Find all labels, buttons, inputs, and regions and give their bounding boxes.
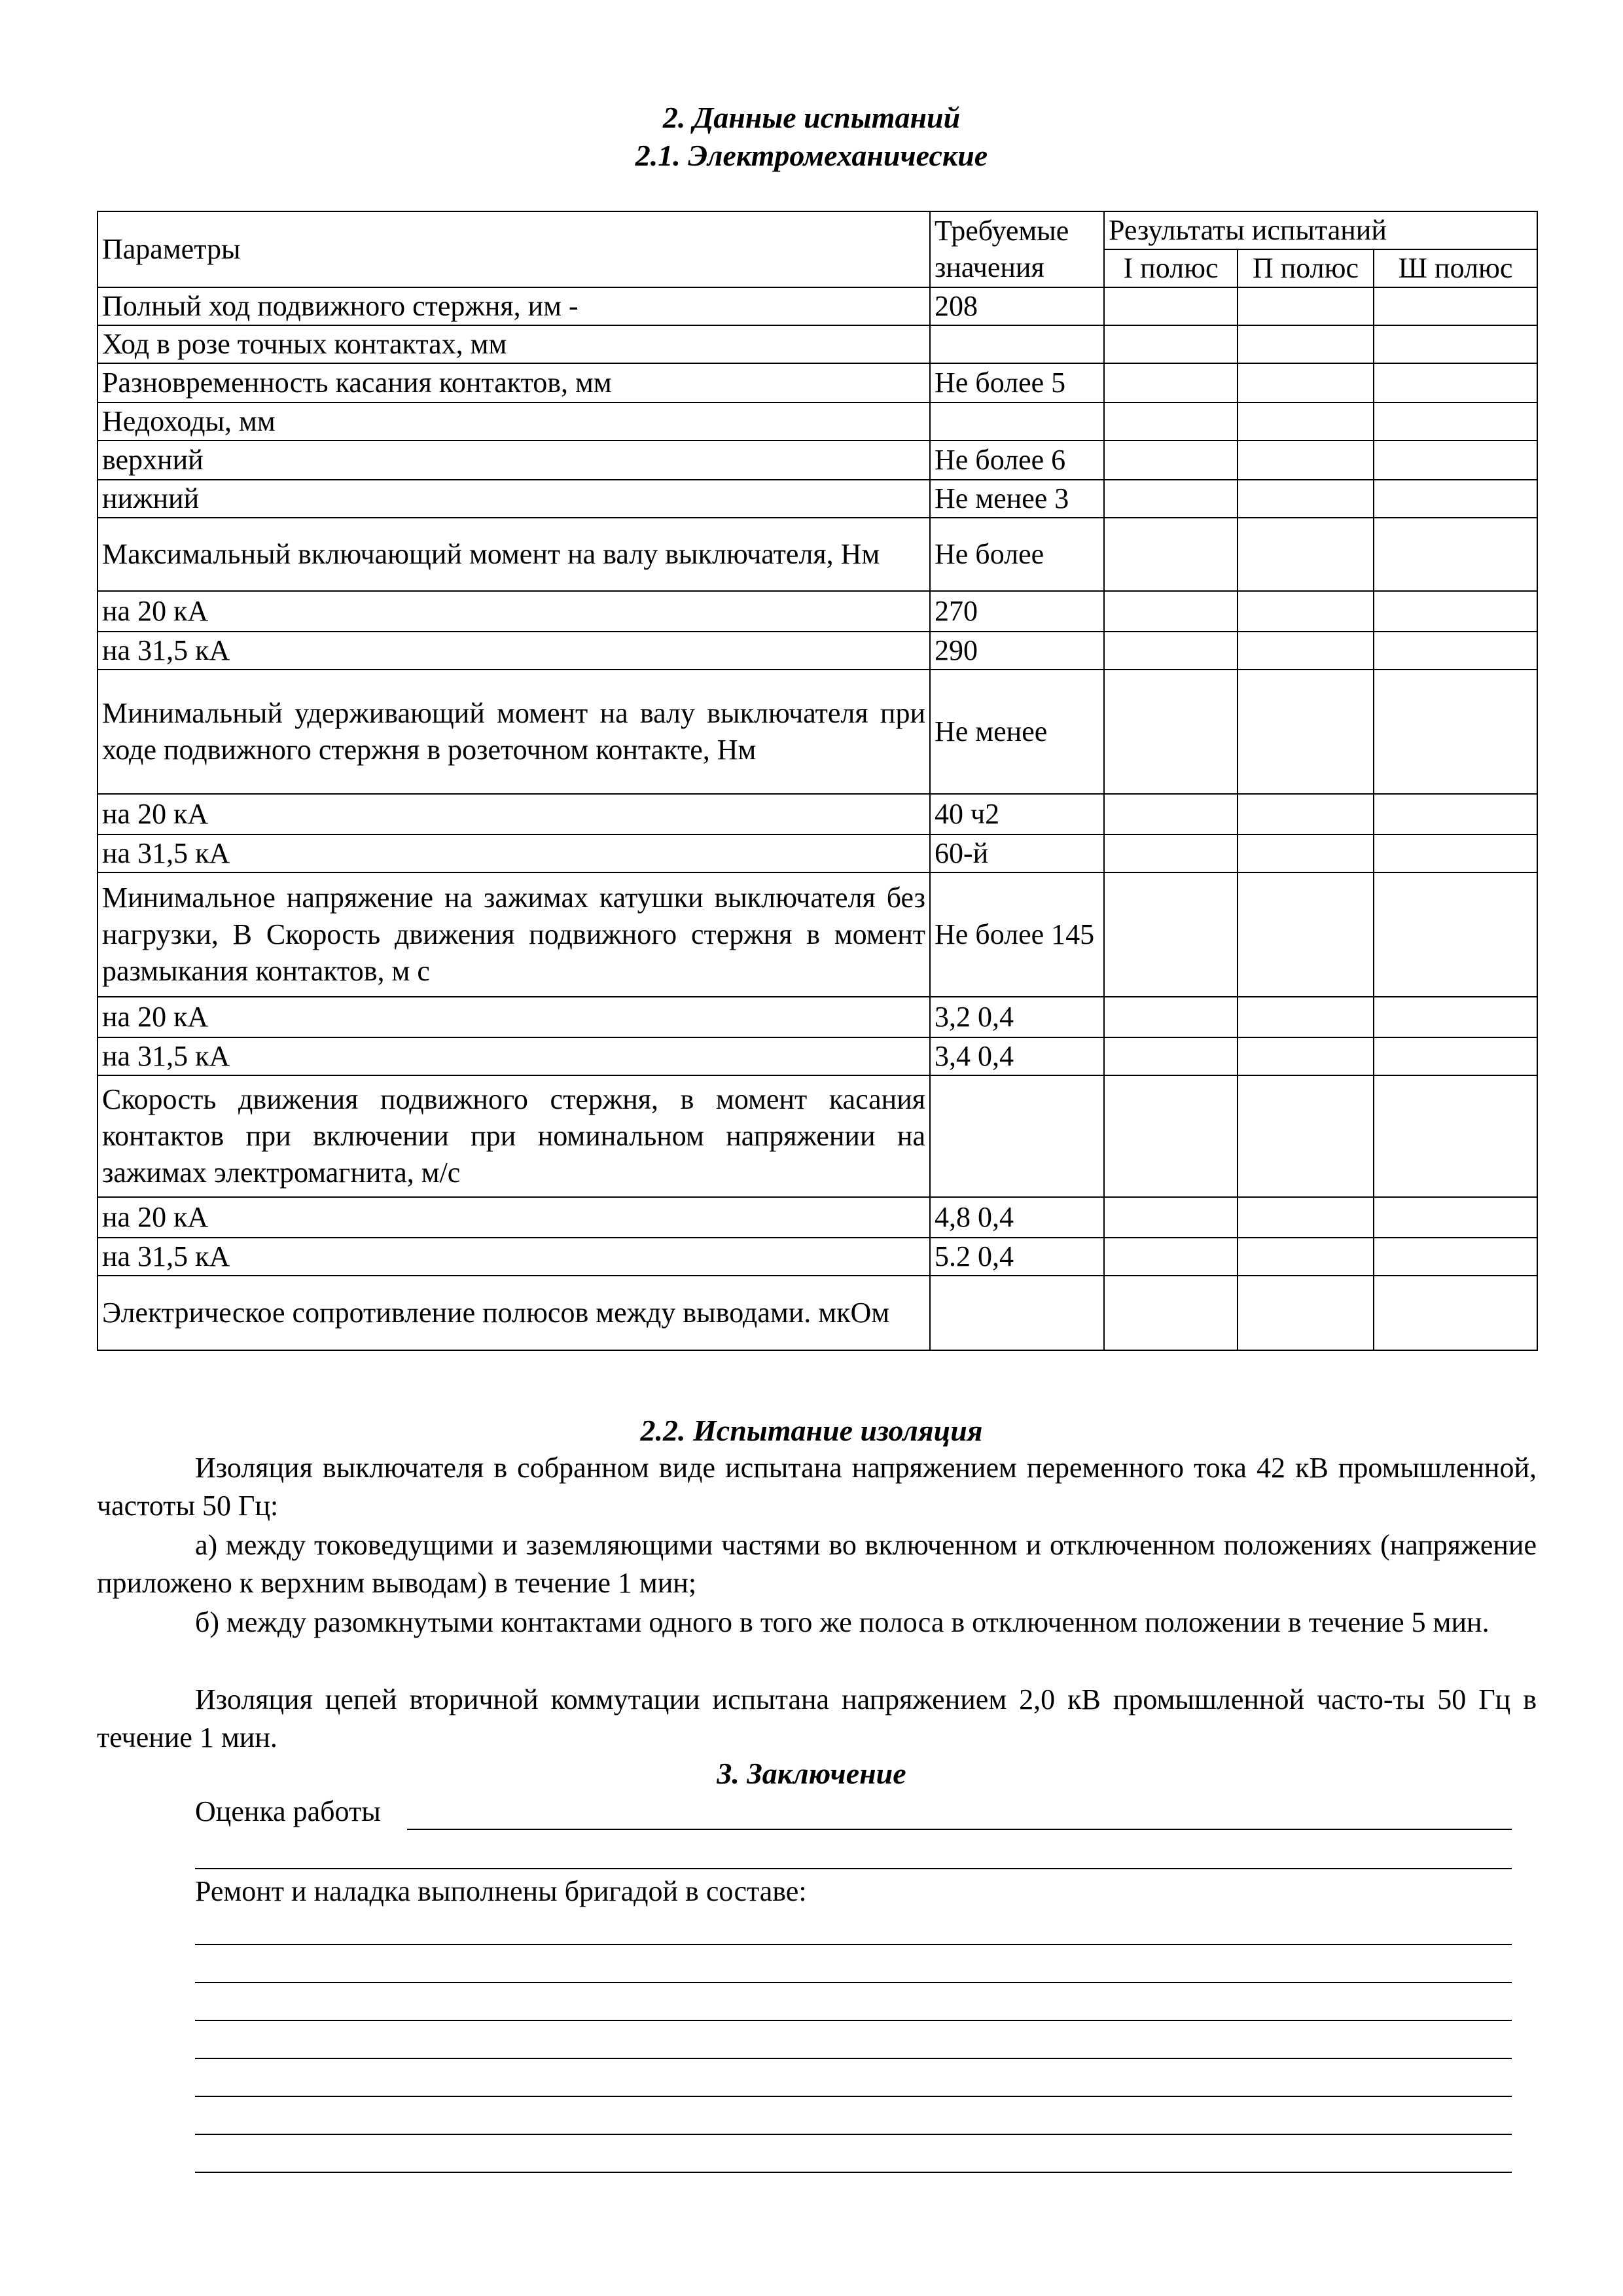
pole-1-result-cell[interactable] <box>1104 480 1238 518</box>
pole-3-result-cell[interactable] <box>1374 794 1537 834</box>
pole-3-result-cell[interactable] <box>1374 1197 1537 1238</box>
header-pole-2: П полюс <box>1238 249 1374 287</box>
pole-2-result-cell[interactable] <box>1238 872 1374 997</box>
assessment-line-2[interactable] <box>195 1868 1512 1869</box>
pole-2-result-cell[interactable] <box>1238 363 1374 403</box>
pole-2-result-cell[interactable] <box>1238 1238 1374 1276</box>
crew-line[interactable] <box>195 1944 1512 1945</box>
section-title: 2. Данные испытаний <box>662 101 961 134</box>
pole-2-result-cell[interactable] <box>1238 997 1374 1037</box>
pole-1-result-cell[interactable] <box>1104 518 1238 591</box>
pole-2-result-cell[interactable] <box>1238 480 1374 518</box>
param-cell: Максимальный включающий момент на валу выключателя, Нм <box>98 518 930 591</box>
pole-3-result-cell[interactable] <box>1374 403 1537 440</box>
pole-2-result-cell[interactable] <box>1238 834 1374 872</box>
table-row <box>98 325 1537 363</box>
param-cell: на 31,5 кА <box>98 834 930 872</box>
header-params: Параметры <box>98 211 930 287</box>
table-row <box>98 632 1537 670</box>
crew-line[interactable] <box>195 2134 1512 2135</box>
table-row <box>98 403 1537 440</box>
pole-3-result-cell[interactable] <box>1374 1276 1537 1350</box>
pole-3-result-cell[interactable] <box>1374 872 1537 997</box>
pole-3-result-cell[interactable] <box>1374 1075 1537 1197</box>
header-pole-1: I полюс <box>1104 249 1238 287</box>
required-value-cell: 270 <box>930 591 1104 632</box>
subsection-title: 2.1. Электромеханические <box>635 139 988 172</box>
required-value-cell <box>930 403 1104 440</box>
table-row <box>98 440 1537 480</box>
required-value-cell: Не более <box>930 518 1104 591</box>
pole-1-result-cell[interactable] <box>1104 325 1238 363</box>
pole-3-result-cell[interactable] <box>1374 997 1537 1037</box>
header-pole-3: Ш полюс <box>1374 249 1537 287</box>
param-cell: Скорость движения подвижного стержня, в момент касания контактов при включении при номинальном напряжении на зажимах электромагнита, м/с <box>98 1075 930 1197</box>
crew-line[interactable] <box>195 2172 1512 2173</box>
pole-1-result-cell[interactable] <box>1104 363 1238 403</box>
pole-1-result-cell[interactable] <box>1104 591 1238 632</box>
required-value-cell <box>930 325 1104 363</box>
pole-2-result-cell[interactable] <box>1238 1037 1374 1075</box>
required-value-cell <box>930 1276 1104 1350</box>
required-value-cell: Не менее <box>930 670 1104 794</box>
pole-1-result-cell[interactable] <box>1104 1037 1238 1075</box>
table-row <box>98 794 1537 834</box>
pole-1-result-cell[interactable] <box>1104 1276 1238 1350</box>
required-value-cell: Не менее 3 <box>930 480 1104 518</box>
required-value-cell <box>930 1075 1104 1197</box>
param-cell: на 31,5 кА <box>98 1037 930 1075</box>
pole-2-result-cell[interactable] <box>1238 518 1374 591</box>
crew-label: Ремонт и наладка выполнены бригадой в составе: <box>195 1875 807 1907</box>
pole-3-result-cell[interactable] <box>1374 480 1537 518</box>
pole-1-result-cell[interactable] <box>1104 834 1238 872</box>
required-value-cell: 3,2 0,4 <box>930 997 1104 1037</box>
table-row <box>98 670 1537 794</box>
pole-2-result-cell[interactable] <box>1238 1075 1374 1197</box>
crew-line[interactable] <box>195 2020 1512 2021</box>
table-row <box>98 480 1537 518</box>
table-row <box>98 287 1537 325</box>
param-cell: Разновременность касания контактов, мм <box>98 363 930 403</box>
param-cell: Ход в розе точных контактах, мм <box>98 325 930 363</box>
pole-3-result-cell[interactable] <box>1374 325 1537 363</box>
assessment-line[interactable] <box>407 1829 1512 1830</box>
insulation-paragraph-3: б) между разомкнутыми контактами одного в того же полоса в отключенном положении в течение 5 мин. <box>195 1606 1489 1638</box>
param-cell: на 20 кА <box>98 794 930 834</box>
table-header-row <box>98 211 1537 249</box>
pole-1-result-cell[interactable] <box>1104 872 1238 997</box>
pole-3-result-cell[interactable] <box>1374 518 1537 591</box>
table-row <box>98 1075 1537 1197</box>
table-row <box>98 872 1537 997</box>
param-cell: нижний <box>98 480 930 518</box>
pole-1-result-cell[interactable] <box>1104 440 1238 480</box>
pole-3-result-cell[interactable] <box>1374 363 1537 403</box>
required-value-cell: 5.2 0,4 <box>930 1238 1104 1276</box>
conclusion-title: 3. Заключение <box>717 1757 906 1790</box>
table-row <box>98 1238 1537 1276</box>
pole-2-result-cell[interactable] <box>1238 632 1374 670</box>
insulation-title: 2.2. Испытание изоляция <box>640 1414 983 1447</box>
pole-1-result-cell[interactable] <box>1104 794 1238 834</box>
pole-3-result-cell[interactable] <box>1374 1037 1537 1075</box>
required-value-cell: 60-й <box>930 834 1104 872</box>
param-cell: на 20 кА <box>98 997 930 1037</box>
table-row <box>98 518 1537 591</box>
required-value-cell: 290 <box>930 632 1104 670</box>
pole-1-result-cell[interactable] <box>1104 287 1238 325</box>
header-required: Требуемые значения <box>930 211 1104 287</box>
required-value-cell: 40 ч2 <box>930 794 1104 834</box>
param-cell: Минимальное напряжение на зажимах катушки выключателя без нагрузки, В Скорость движения подвижного стержня в момент размыкания контактов, м с <box>98 872 930 997</box>
pole-3-result-cell[interactable] <box>1374 670 1537 794</box>
param-cell: на 20 кА <box>98 591 930 632</box>
required-value-cell: Не более 145 <box>930 872 1104 997</box>
crew-line[interactable] <box>195 2058 1512 2059</box>
pole-3-result-cell[interactable] <box>1374 632 1537 670</box>
param-cell: на 31,5 кА <box>98 632 930 670</box>
table-row <box>98 997 1537 1037</box>
insulation-paragraph-4: Изоляция цепей вторичной коммутации испытана напряжением 2,0 кВ промышленной часто-ты 50 Гц в течение 1 мин. <box>97 1683 1537 1753</box>
pole-1-result-cell[interactable] <box>1104 403 1238 440</box>
pole-1-result-cell[interactable] <box>1104 632 1238 670</box>
required-value-cell: 4,8 0,4 <box>930 1197 1104 1238</box>
assessment-label: Оценка работы <box>195 1795 381 1827</box>
crew-line[interactable] <box>195 2096 1512 2097</box>
param-cell: Полный ход подвижного стержня, им - <box>98 287 930 325</box>
pole-3-result-cell[interactable] <box>1374 834 1537 872</box>
table-row <box>98 591 1537 632</box>
param-cell: на 31,5 кА <box>98 1238 930 1276</box>
required-value-cell: Не более 6 <box>930 440 1104 480</box>
pole-2-result-cell[interactable] <box>1238 794 1374 834</box>
pole-2-result-cell[interactable] <box>1238 440 1374 480</box>
required-value-cell: Не более 5 <box>930 363 1104 403</box>
pole-1-result-cell[interactable] <box>1104 1197 1238 1238</box>
param-cell: верхний <box>98 440 930 480</box>
pole-3-result-cell[interactable] <box>1374 1238 1537 1276</box>
required-value-cell: 208 <box>930 287 1104 325</box>
table-row <box>98 1197 1537 1238</box>
table-row <box>98 363 1537 403</box>
pole-3-result-cell[interactable] <box>1374 440 1537 480</box>
pole-3-result-cell[interactable] <box>1374 287 1537 325</box>
pole-2-result-cell[interactable] <box>1238 403 1374 440</box>
pole-2-result-cell[interactable] <box>1238 1197 1374 1238</box>
insulation-paragraph-1: Изоляция выключателя в собранном виде испытана напряжением переменного тока 42 кВ промышленной, частоты 50 Гц: <box>97 1452 1537 1522</box>
header-results: Результаты испытаний <box>1104 211 1537 249</box>
table-row <box>98 1276 1537 1350</box>
table-body <box>98 287 1537 1350</box>
table-row <box>98 834 1537 872</box>
pole-1-result-cell[interactable] <box>1104 1238 1238 1276</box>
required-value-cell: 3,4 0,4 <box>930 1037 1104 1075</box>
crew-line[interactable] <box>195 1982 1512 1983</box>
pole-2-result-cell[interactable] <box>1238 1276 1374 1350</box>
table-row <box>98 1037 1537 1075</box>
param-cell: на 20 кА <box>98 1197 930 1238</box>
pole-2-result-cell[interactable] <box>1238 325 1374 363</box>
pole-2-result-cell[interactable] <box>1238 670 1374 794</box>
param-cell: Минимальный удерживающий момент на валу выключателя при ходе подвижного стержня в розеточном контакте, Нм <box>98 670 930 794</box>
param-cell: Электрическое сопротивление полюсов между выводами. мкОм <box>98 1276 930 1350</box>
insulation-paragraph-2: а) между токоведущими и заземляющими частями во включенном и отключенном положениях (напряжение приложено к верхним выводам) в течение 1 мин; <box>97 1529 1537 1599</box>
pole-3-result-cell[interactable] <box>1374 591 1537 632</box>
param-cell: Недоходы, мм <box>98 403 930 440</box>
pole-2-result-cell[interactable] <box>1238 287 1374 325</box>
test-data-table <box>97 211 1538 1351</box>
pole-1-result-cell[interactable] <box>1104 670 1238 794</box>
pole-1-result-cell[interactable] <box>1104 997 1238 1037</box>
pole-2-result-cell[interactable] <box>1238 591 1374 632</box>
pole-1-result-cell[interactable] <box>1104 1075 1238 1197</box>
